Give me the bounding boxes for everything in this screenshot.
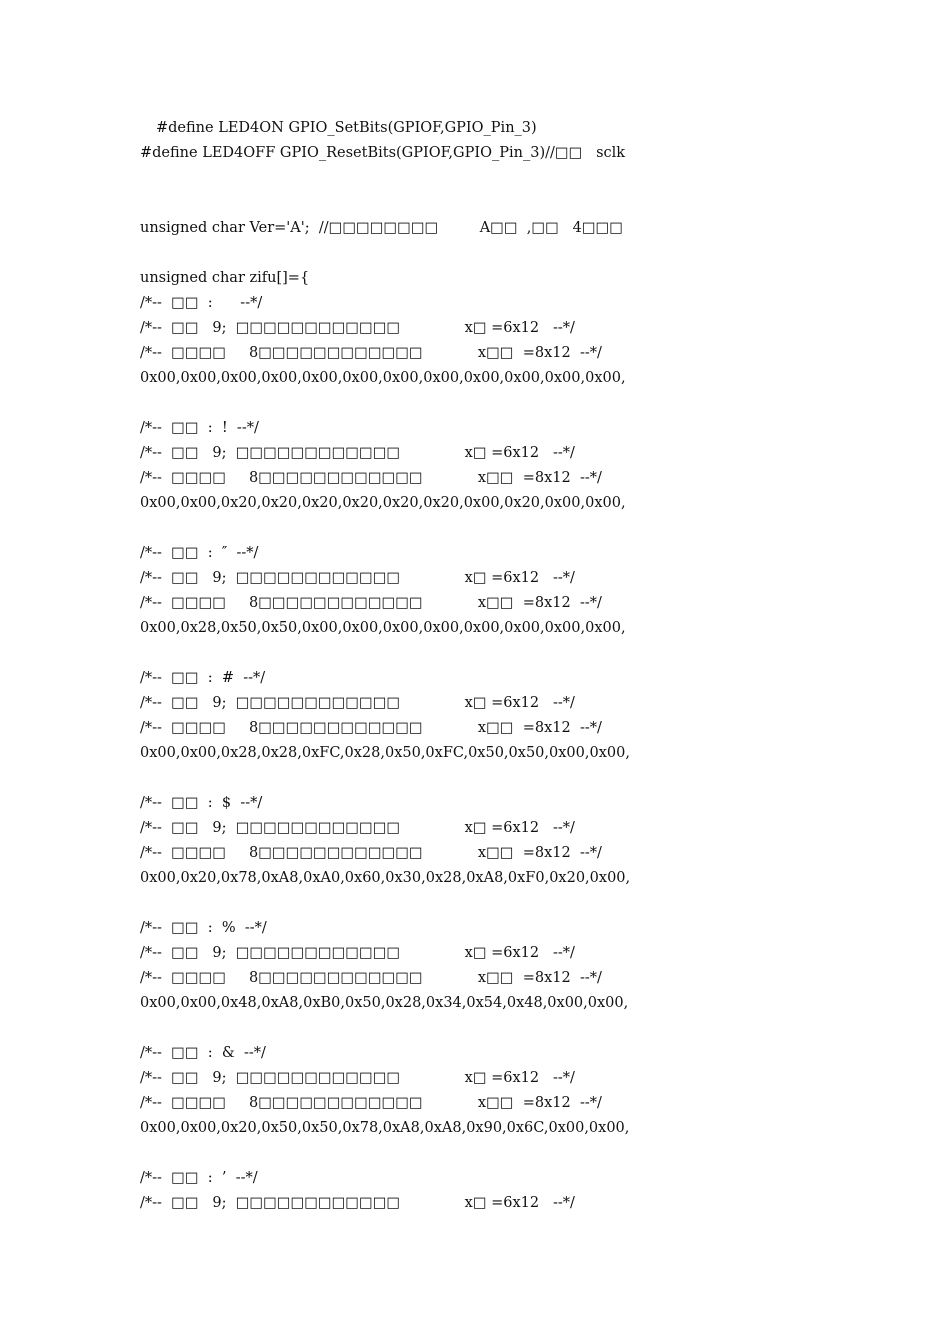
code-line: unsigned char zifu[]={: [140, 270, 310, 286]
code-line: /*-- □□□□ 8□□□□□□□□□□□□ x□□ =8x12 --*/: [140, 595, 602, 611]
code-line: /*-- □□ 9; □□□□□□□□□□□□ x□ =6x12 --*/: [140, 1070, 575, 1086]
code-line: /*-- □□ : ’ --*/: [140, 1170, 258, 1186]
code-line: /*-- □□ : % --*/: [140, 920, 267, 936]
code-line: /*-- □□ : --*/: [140, 295, 263, 311]
code-line: /*-- □□ 9; □□□□□□□□□□□□ x□ =6x12 --*/: [140, 445, 575, 461]
code-line: /*-- □□□□ 8□□□□□□□□□□□□ x□□ =8x12 --*/: [140, 970, 602, 986]
code-line: #define LED4ON GPIO_SetBits(GPIOF,GPIO_Pin_3): [156, 120, 537, 136]
code-line: /*-- □□ 9; □□□□□□□□□□□□ x□ =6x12 --*/: [140, 1195, 575, 1211]
code-line: /*-- □□ : # --*/: [140, 670, 266, 686]
code-line: /*-- □□□□ 8□□□□□□□□□□□□ x□□ =8x12 --*/: [140, 720, 602, 736]
code-line: /*-- □□ 9; □□□□□□□□□□□□ x□ =6x12 --*/: [140, 695, 575, 711]
code-line: /*-- □□ 9; □□□□□□□□□□□□ x□ =6x12 --*/: [140, 320, 575, 336]
code-line: #define LED4OFF GPIO_ResetBits(GPIOF,GPIO_Pin_3)//□□ sclk: [140, 145, 626, 161]
code-line: unsigned char Ver='A'; //□□□□□□□□ A□□ ,□□ 4□□□: [140, 220, 623, 236]
code-line: /*-- □□□□ 8□□□□□□□□□□□□ x□□ =8x12 --*/: [140, 1095, 602, 1111]
code-line: /*-- □□ 9; □□□□□□□□□□□□ x□ =6x12 --*/: [140, 570, 575, 586]
code-line: /*-- □□ : $ --*/: [140, 795, 263, 811]
code-line: /*-- □□□□ 8□□□□□□□□□□□□ x□□ =8x12 --*/: [140, 470, 602, 486]
code-line: /*-- □□ 9; □□□□□□□□□□□□ x□ =6x12 --*/: [140, 945, 575, 961]
code-line: 0x00,0x00,0x28,0x28,0xFC,0x28,0x50,0xFC,0x50,0x50,0x00,0x00,: [140, 745, 630, 761]
code-line: 0x00,0x00,0x20,0x50,0x50,0x78,0xA8,0xA8,0x90,0x6C,0x00,0x00,: [140, 1120, 630, 1136]
code-line: /*-- □□ 9; □□□□□□□□□□□□ x□ =6x12 --*/: [140, 820, 575, 836]
code-line: /*-- □□□□ 8□□□□□□□□□□□□ x□□ =8x12 --*/: [140, 845, 602, 861]
code-line: 0x00,0x00,0x00,0x00,0x00,0x00,0x00,0x00,0x00,0x00,0x00,0x00,: [140, 370, 626, 386]
code-line: 0x00,0x20,0x78,0xA8,0xA0,0x60,0x30,0x28,0xA8,0xF0,0x20,0x00,: [140, 870, 631, 886]
code-line: /*-- □□ : ″ --*/: [140, 545, 259, 561]
code-line: /*-- □□□□ 8□□□□□□□□□□□□ x□□ =8x12 --*/: [140, 345, 602, 361]
code-line: 0x00,0x28,0x50,0x50,0x00,0x00,0x00,0x00,0x00,0x00,0x00,0x00,: [140, 620, 626, 636]
code-line: /*-- □□ : ! --*/: [140, 420, 259, 436]
code-line: 0x00,0x00,0x20,0x20,0x20,0x20,0x20,0x20,0x00,0x20,0x00,0x00,: [140, 495, 626, 511]
code-line: 0x00,0x00,0x48,0xA8,0xB0,0x50,0x28,0x34,0x54,0x48,0x00,0x00,: [140, 995, 629, 1011]
code-line: /*-- □□ : & --*/: [140, 1045, 266, 1061]
